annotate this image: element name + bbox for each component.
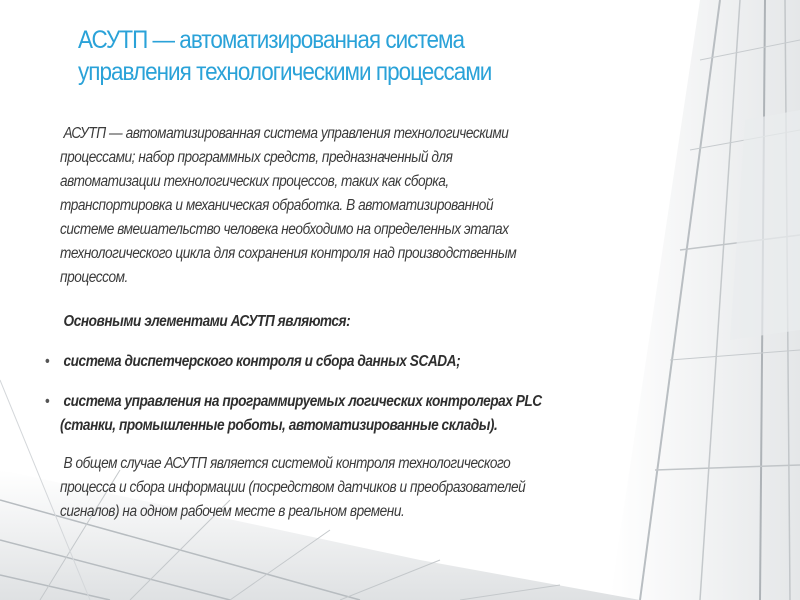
bullet-line: система управления на программируемых логических контролерах PLC [63,393,542,410]
slide-title [78,24,618,88]
bullet-line: система диспетчерского контроля и сбора данных SCADA; [63,353,461,370]
intro-line: АСУТП — автоматизированная система управления технологическими [63,125,509,142]
intro-line: автоматизации технологических процессов, таких как сборка, [60,173,449,190]
bullet-item-plc [45,390,606,438]
elements-heading: Основными элементами АСУТП являются: [63,313,351,330]
intro-line: транспортировка и механическая обработка. В автоматизированной [60,197,494,214]
intro-line: системе вмешательство человека необходимо на определенных этапах [60,221,509,238]
bullet-line: (станки, промышленные роботы, автоматизированные склады). [60,417,498,434]
summary-line: процесса и сбора информации (посредством датчиков и преобразователей [60,479,526,496]
intro-line: процессом. [60,269,128,286]
intro-line: процессами; набор программных средств, предназначенный для [60,149,453,166]
bullet-marker: • [45,353,50,370]
summary-paragraph [60,452,606,524]
summary-line: В общем случае АСУТП является системой контроля технологического [63,455,511,472]
slide-title-line-2: управления технологическими процессами [78,58,492,86]
intro-paragraph [60,122,606,290]
intro-line: технологического цикла для сохранения контроля над производственным [60,245,517,262]
bullet-marker: • [45,393,50,410]
summary-line: сигналов) на одном рабочем месте в реальном времени. [60,503,405,520]
slide-title-line-1: АСУТП — автоматизированная система [78,26,465,54]
bullet-item-scada [45,350,606,374]
slide-body [45,122,606,524]
